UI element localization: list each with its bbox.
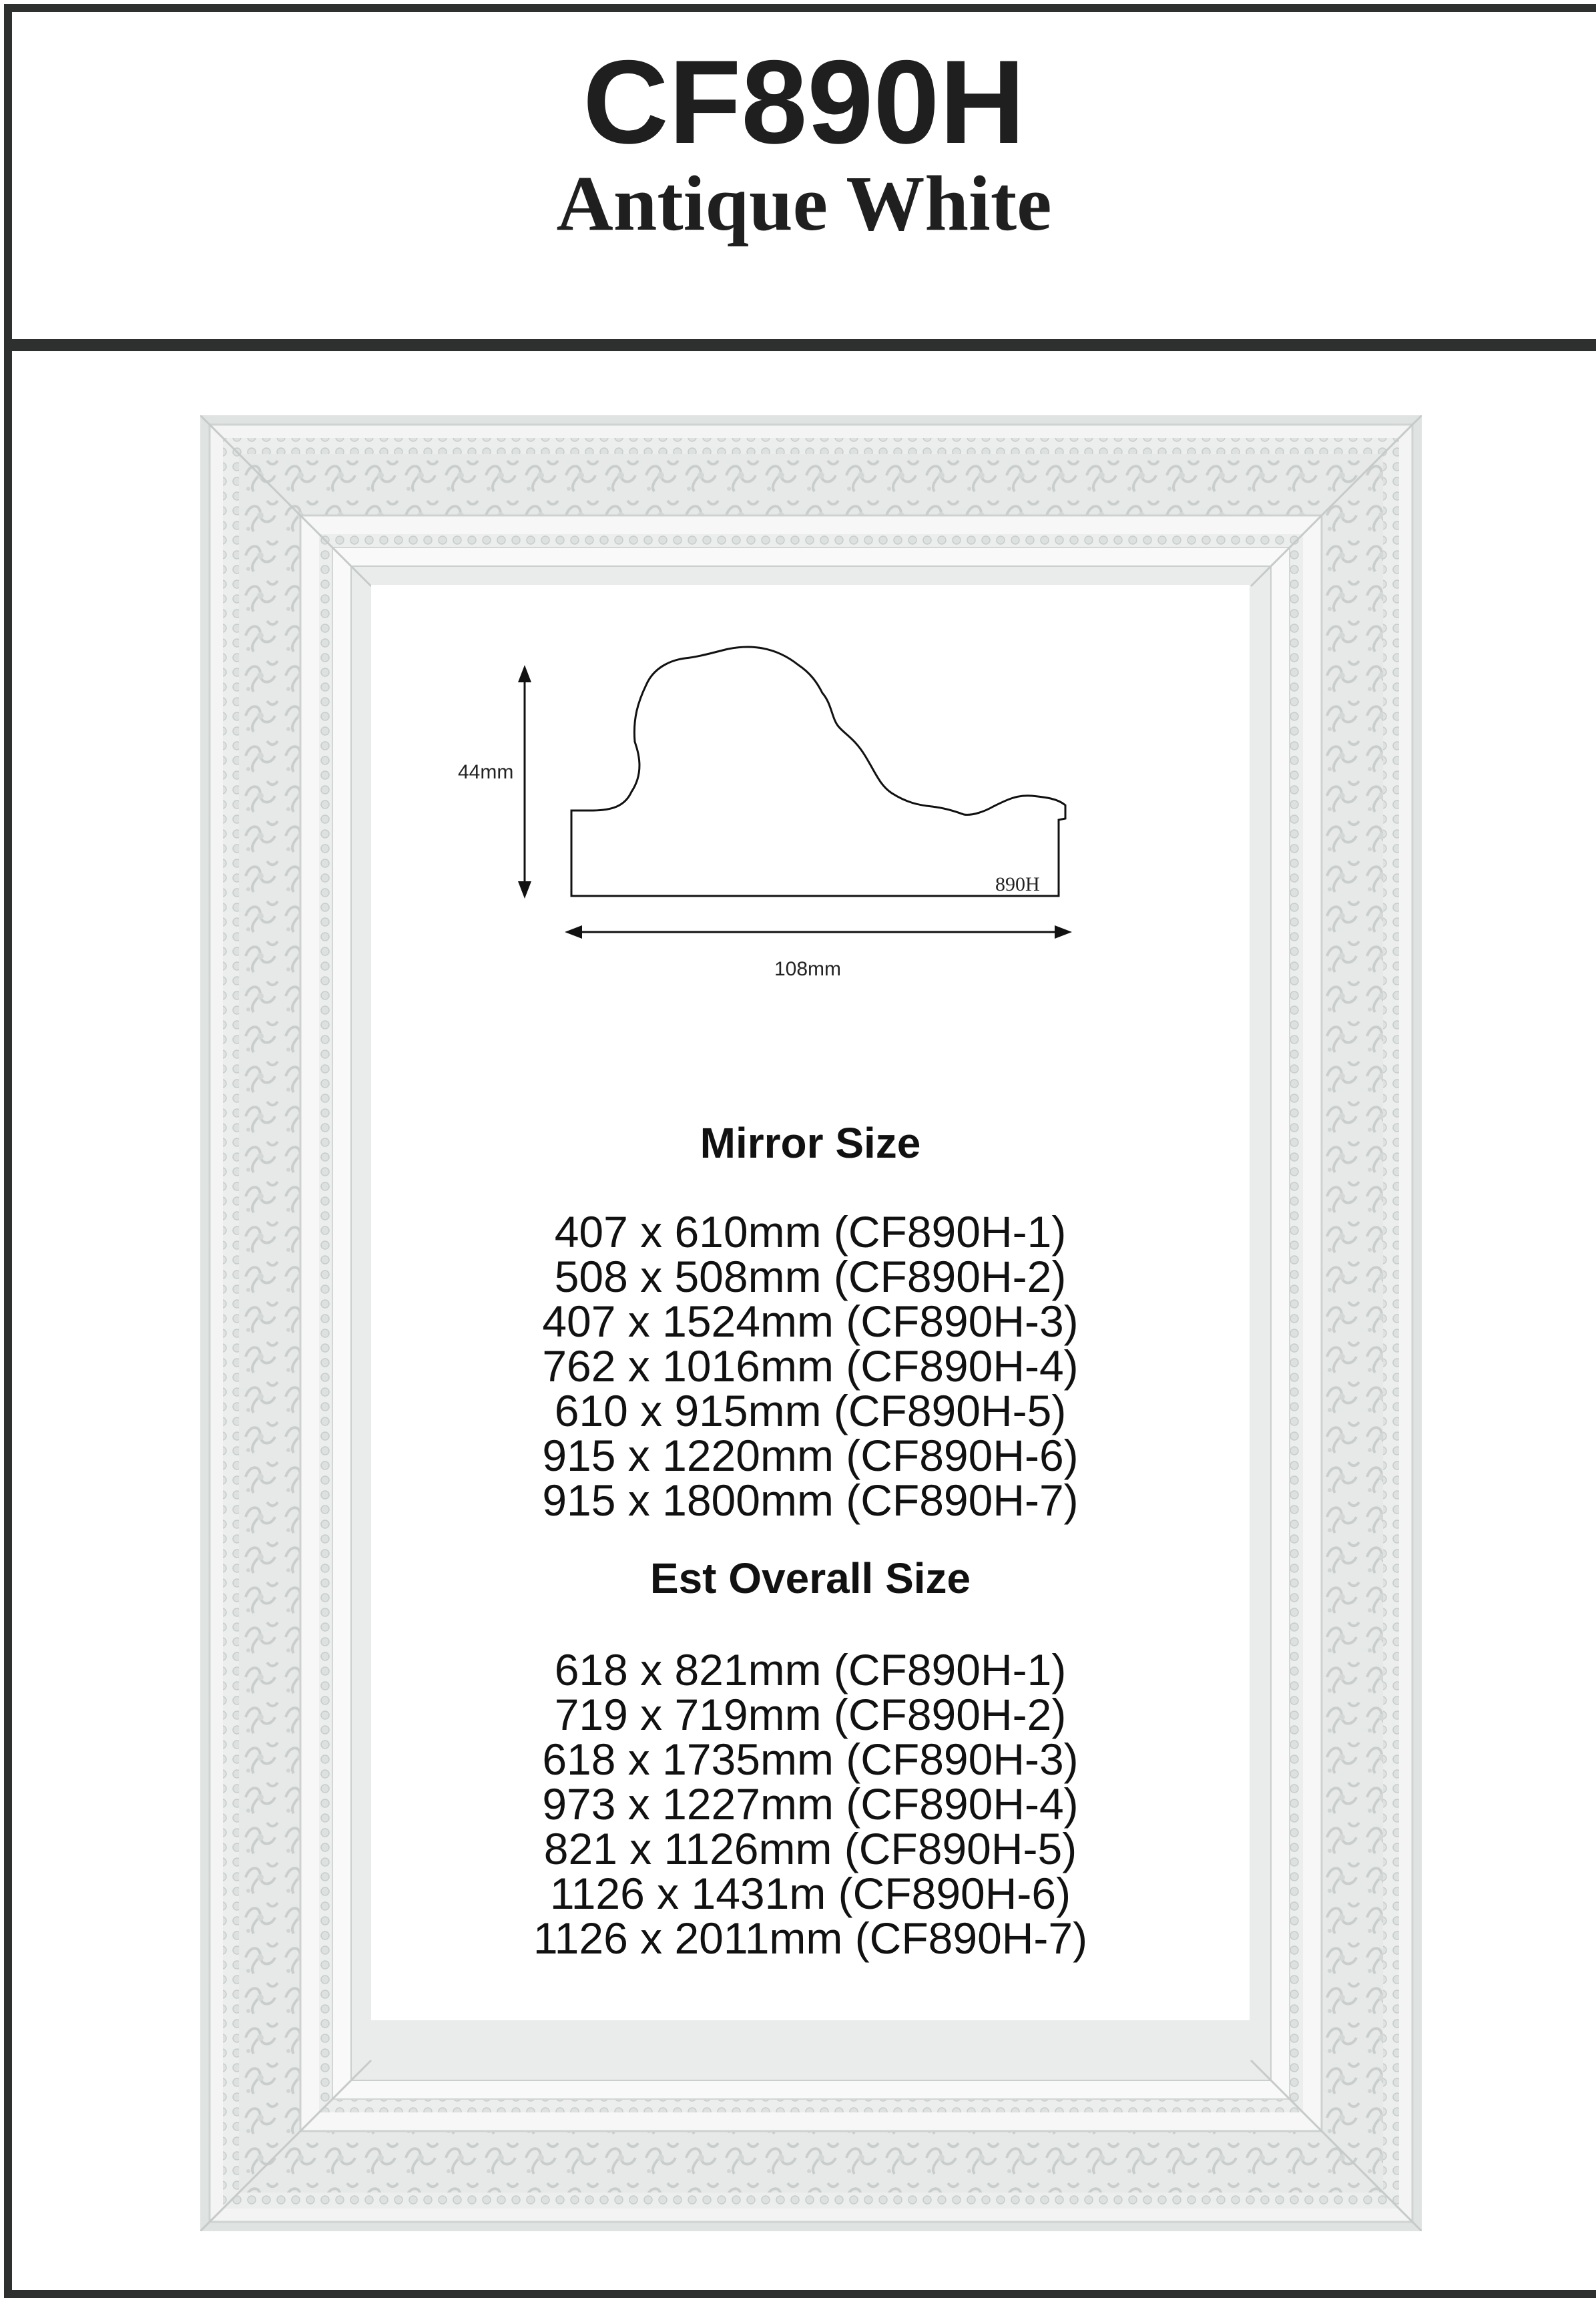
height-dimension-arrow [518,665,531,899]
list-item: 1126 x 1431m (CF890H-6) [549,1869,1071,1918]
list-item: 915 x 1800mm (CF890H-7) [542,1475,1079,1525]
list-item: 407 x 1524mm (CF890H-3) [542,1297,1079,1346]
moulding-profile-outline [571,647,1065,896]
product-image-area [12,351,1596,2290]
product-code: CF890H [583,35,1025,168]
profile-diagram [371,585,1250,985]
list-item: 762 x 1016mm (CF890H-4) [542,1341,1079,1391]
list-item: 618 x 1735mm (CF890H-3) [542,1735,1079,1784]
width-label: 108mm [774,958,842,980]
list-item: 1126 x 2011mm (CF890H-7) [533,1913,1088,1963]
product-color-name: Antique White [556,160,1052,247]
mirror-size-heading: Mirror Size [700,1119,921,1167]
list-item: 973 x 1227mm (CF890H-4) [542,1779,1079,1829]
list-item: 610 x 915mm (CF890H-5) [554,1386,1067,1435]
list-item: 618 x 821mm (CF890H-1) [554,1645,1067,1694]
list-item: 719 x 719mm (CF890H-2) [554,1690,1067,1739]
list-item: 407 x 610mm (CF890H-1) [554,1207,1067,1256]
mirror-panel [371,585,1250,2020]
height-label: 44mm [458,761,514,783]
list-item: 508 x 508mm (CF890H-2) [554,1252,1067,1301]
page-border [4,4,1596,2298]
list-item: 821 x 1126mm (CF890H-5) [543,1824,1077,1873]
header [12,12,1596,351]
mirror-size-list [371,1207,1250,1525]
overall-size-list [371,1645,1250,1963]
list-item: 915 x 1220mm (CF890H-6) [542,1431,1079,1480]
profile-code-label: 890H [995,873,1040,895]
width-dimension-arrow [565,925,1072,939]
overall-size-heading: Est Overall Size [649,1554,971,1602]
